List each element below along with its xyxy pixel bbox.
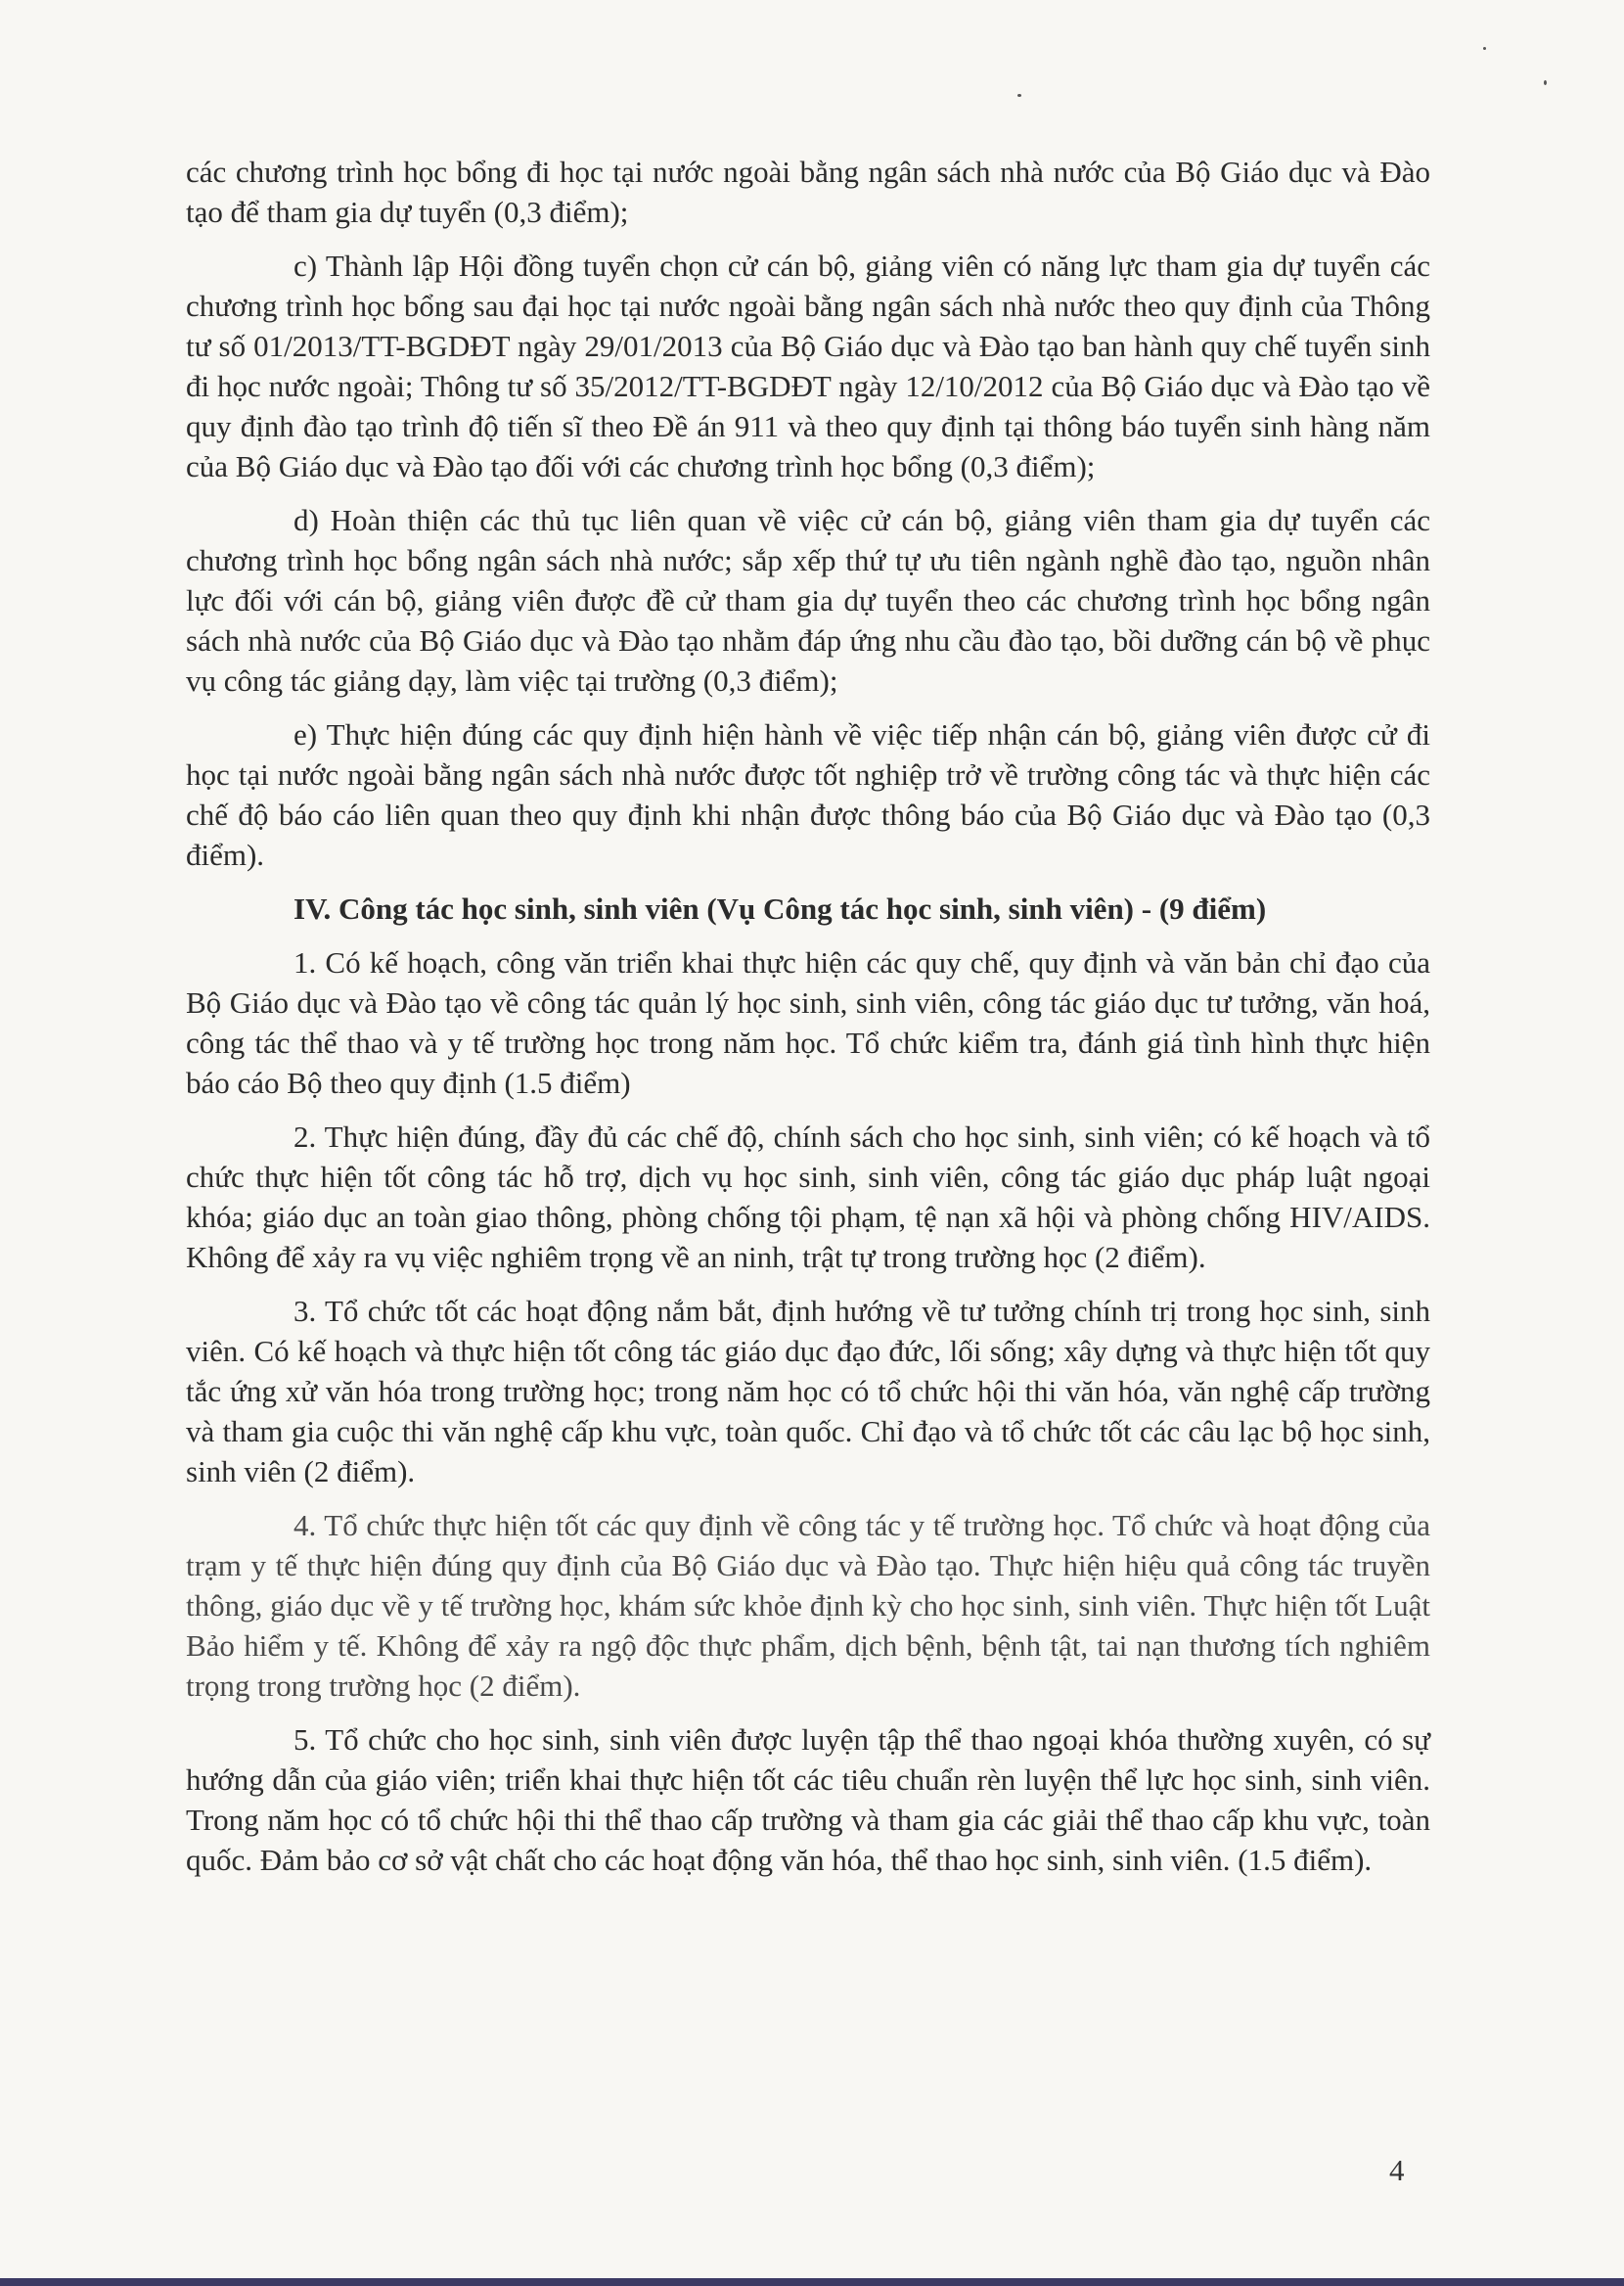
list-item-5: 5. Tổ chức cho học sinh, sinh viên được luyện tập thể thao ngoại khóa thường xuyên, có sự hướng dẫn của giáo viên; triển khai thực hiện tốt các tiêu chuẩn rèn luyện thể lực học sinh, sinh viên. Trong năm học có tổ chức hội thi thể thao cấp trường và tham gia các giải thể thao cấp khu vực, toàn quốc. Đảm bảo cơ sở vật chất cho các hoạt động văn hóa, thể thao học sinh, sinh viên. (1.5 điểm). [186, 1722, 1430, 1877]
paragraph-c: c) Thành lập Hội đồng tuyển chọn cử cán bộ, giảng viên có năng lực tham gia dự tuyển các chương trình học bổng sau đại học tại nước ngoài bằng ngân sách nhà nước theo quy định của Thông tư số 01/2013/TT-BGDĐT ngày 29/01/2013 của Bộ Giáo dục và Đào tạo ban hành quy chế tuyển sinh đi học nước ngoài; Thông tư số 35/2012/TT-BGDĐT ngày 12/10/2012 của Bộ Giáo dục và Đào tạo về quy định đào tạo trình độ tiến sĩ theo Đề án 911 và theo quy định tại thông báo tuyển sinh hàng năm của Bộ Giáo dục và Đào tạo đối với các chương trình học bổng (0,3 điểm); [186, 249, 1430, 483]
list-item-3: 3. Tổ chức tốt các hoạt động nắm bắt, định hướng về tư tưởng chính trị trong học sinh, sinh viên. Có kế hoạch và thực hiện tốt công tác giáo dục đạo đức, lối sống; xây dựng và thực hiện tốt quy tắc ứng xử văn hóa trong trường học; trong năm học có tổ chức hội thi văn hóa, văn nghệ cấp trường và tham gia cuộc thi văn nghệ cấp khu vực, toàn quốc. Chỉ đạo và tổ chức tốt các câu lạc bộ học sinh, sinh viên (2 điểm). [186, 1294, 1430, 1488]
list-item-1: 1. Có kế hoạch, công văn triển khai thực hiện các quy chế, quy định và văn bản chỉ đạo của Bộ Giáo dục và Đào tạo về công tác quản lý học sinh, sinh viên, công tác giáo dục tư tưởng, văn hoá, công tác thể thao và y tế trường học trong năm học. Tổ chức kiểm tra, đánh giá tình hình thực hiện báo cáo Bộ theo quy định (1.5 điểm) [186, 945, 1430, 1100]
scan-speck [1483, 47, 1486, 50]
paragraph-d: d) Hoàn thiện các thủ tục liên quan về việc cử cán bộ, giảng viên tham gia dự tuyển các chương trình học bổng ngân sách nhà nước; sắp xếp thứ tự ưu tiên ngành nghề đào tạo, nguồn nhân lực đối với cán bộ, giảng viên được đề cử tham gia dự tuyển theo các chương trình học bổng ngân sách nhà nước của Bộ Giáo dục và Đào tạo nhằm đáp ứng nhu cầu đào tạo, bồi dưỡng cán bộ về phục vụ công tác giảng dạy, làm việc tại trường (0,3 điểm); [186, 503, 1430, 698]
scan-speck [1017, 94, 1021, 97]
scan-speck [1544, 80, 1547, 85]
list-item-2: 2. Thực hiện đúng, đầy đủ các chế độ, chính sách cho học sinh, sinh viên; có kế hoạch và tổ chức thực hiện tốt công tác hỗ trợ, dịch vụ học sinh, sinh viên, công tác giáo dục pháp luật ngoại khóa; giáo dục an toàn giao thông, phòng chống tội phạm, tệ nạn xã hội và phòng chống HIV/AIDS. Không để xảy ra vụ việc nghiêm trọng về an ninh, trật tự trong trường học (2 điểm). [186, 1120, 1430, 1274]
section-heading-iv: IV. Công tác học sinh, sinh viên (Vụ Công tác học sinh, sinh viên) - (9 điểm) [293, 892, 1267, 926]
paragraph-continuation: các chương trình học bổng đi học tại nước ngoài bằng ngân sách nhà nước của Bộ Giáo dục và Đào tạo để tham gia dự tuyển (0,3 điểm); [186, 155, 1430, 229]
page-number: 4 [1389, 2153, 1405, 2187]
list-item-4: 4. Tổ chức thực hiện tốt các quy định về công tác y tế trường học. Tổ chức và hoạt động của trạm y tế thực hiện đúng quy định của Bộ Giáo dục và Đào tạo. Thực hiện hiệu quả công tác truyền thông, giáo dục về y tế trường học, khám sức khỏe định kỳ cho học sinh, sinh viên. Thực hiện tốt Luật Bảo hiểm y tế. Không để xảy ra ngộ độc thực phẩm, dịch bệnh, bệnh tật, tai nạn thương tích nghiêm trọng trong trường học (2 điểm). [186, 1508, 1430, 1703]
document-body [186, 152, 1430, 1894]
paragraph-e: e) Thực hiện đúng các quy định hiện hành về việc tiếp nhận cán bộ, giảng viên được cử đi học tại nước ngoài bằng ngân sách nhà nước được tốt nghiệp trở về trường công tác và thực hiện các chế độ báo cáo liên quan theo quy định khi nhận được thông báo của Bộ Giáo dục và Đào tạo (0,3 điểm). [186, 717, 1430, 872]
scan-bottom-edge [0, 2278, 1624, 2286]
